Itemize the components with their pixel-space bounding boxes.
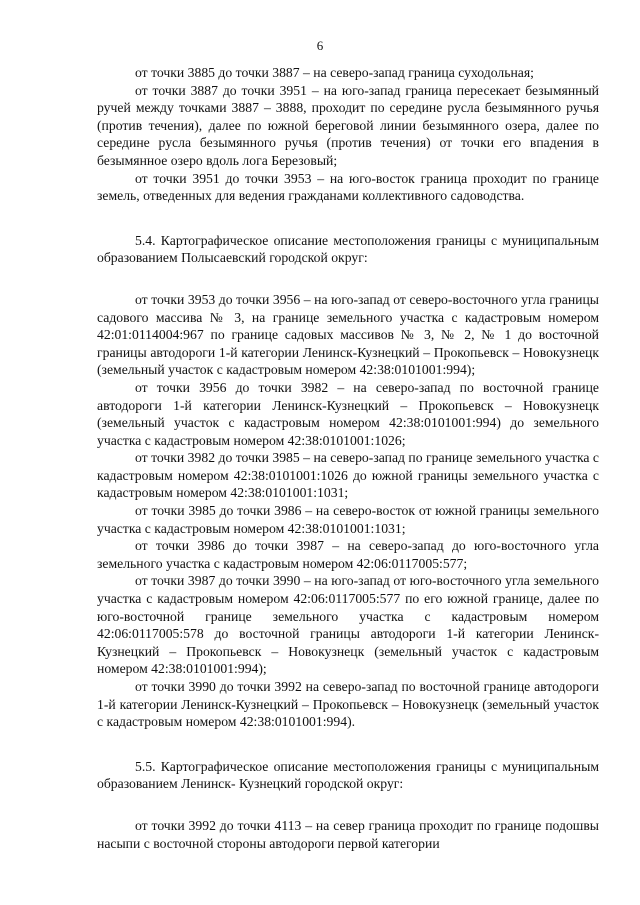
paragraph: от точки 3982 до точки 3985 – на северо-запад по границе земельного участка с кадастровым номером 42:38:0101001:1026 до южной границы земельного участка с кадастровым номером 42:38:0101001:1031; [97,450,599,501]
spacer [97,267,599,291]
spacer [97,793,599,817]
paragraph: от точки 3986 до точки 3987 – на северо-запад до юго-восточного угла земельного участка с кадастровым номером 42:06:0117005:577; [97,538,599,571]
spacer [97,731,599,758]
paragraph: от точки 3990 до точки 3992 на северо-запад по восточной границе автодороги 1-й категории Ленинск-Кузнецкий – Прокопьевск – Новокузнецк (земельный участок с кадастровым номером 42:38:0101001:994). [97,679,599,730]
paragraph: от точки 3985 до точки 3986 – на северо-восток от южной границы земельного участка с кадастровым номером 42:38:0101001:1031; [97,503,599,536]
paragraph: от точки 3951 до точки 3953 – на юго-восток граница проходит по границе земель, отведенных для ведения гражданами коллективного садоводства. [97,170,599,204]
paragraph: от точки 3992 до точки 4113 – на север граница проходит по границе подошвы насыпи с восточной стороны автодороги первой категории [97,817,599,851]
section-heading-5-4: 5.4. Картографическое описание местоположения границы с муниципальным образованием Полысаевский городской округ: [97,232,599,266]
paragraph: от точки 3885 до точки 3887 – на северо-запад граница суходольная; [135,65,534,80]
paragraph: от точки 3987 до точки 3990 – на юго-запад от юго-восточного угла земельного участка с кадастровым номером 42:06:0117005:577 по его южной границе, далее по юго-восточной границе земельного участка с кадастровым номером 42:06:0117005:578 до восточной границы автодороги 1-й категории Ленинск-Кузнецкий – Прокопьевск – Новокузнецк (земельный участок с кадастровым номером 42:38:0101001:994); [97,573,599,677]
paragraph: от точки 3887 до точки 3951 – на юго-запад граница пересекает безымянный ручей между точками 3887 – 3888, проходит по середине русла безымянного ручья (против течения), далее по южной береговой линии безымянного озера, далее по середине русла безымянного ручья (против течения) от точки его впадения в безымянное озеро вдоль лога Березовый; [97,82,599,168]
page-number: 6 [316,38,324,53]
paragraph: от точки 3953 до точки 3956 – на юго-запад от северо-восточного угла границы садового массива № 3, на границе земельного участка с кадастровым номером 42:01:0114004:967 по границе садовых массивов № 3, № 2, № 1 до восточной границы автодороги 1-й категории Ленинск-Кузнецкий – Прокопьевск – Новокузнецк (земельный участок с кадастровым номером 42:38:0101001:994); [97,291,599,378]
document-body [97,64,599,852]
paragraph: от точки 3956 до точки 3982 – на северо-запад по восточной границе автодороги 1-й категории Ленинск-Кузнецкий – Прокопьевск – Новокузнецк (земельный участок с кадастровым номером 42:38:0101001:994) до земельного участка с кадастровым номером 42:38:0101001:1026; [97,379,599,448]
section-heading-5-5: 5.5. Картографическое описание местоположения границы с муниципальным образованием Ленинск- Кузнецкий городской округ: [97,758,599,792]
spacer [97,205,599,232]
